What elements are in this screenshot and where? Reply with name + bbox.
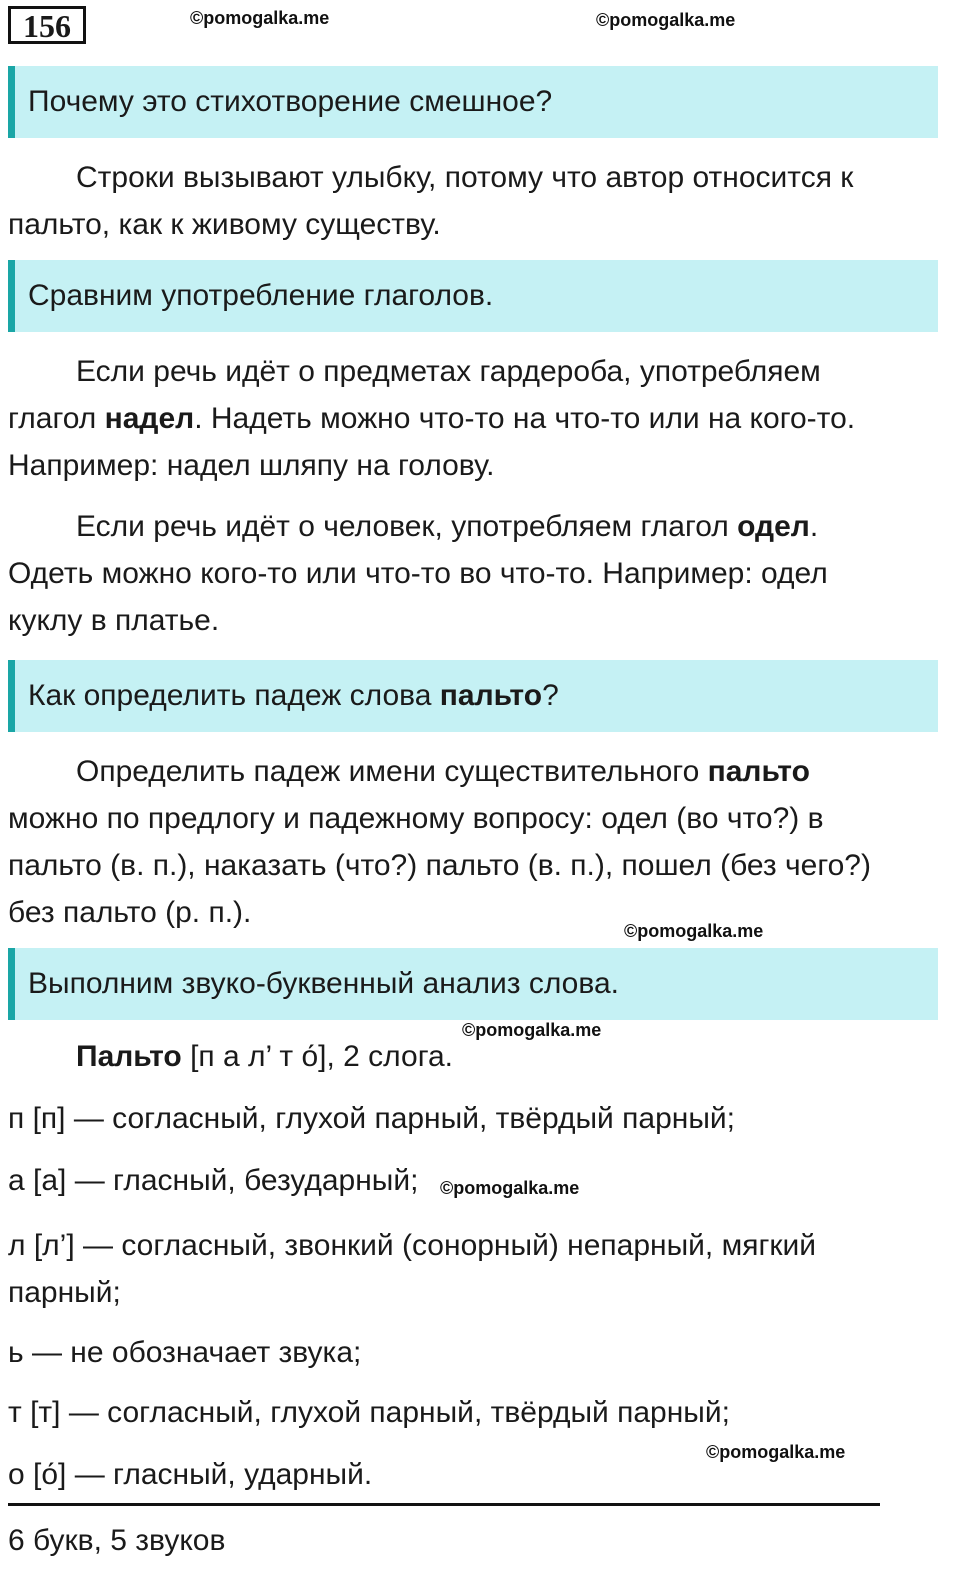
question-text: Как определить падеж слова пальто? — [28, 679, 559, 712]
answer-paragraph-4: Определить падеж имени существительного пальто можно по предлогу и падежному вопросу: одел (во что?) в пальто (в. п.), наказать (что?) пальто (в. п.), пошел (без чего?) без пальто (р. п.). — [8, 755, 871, 929]
question-text: Почему это стихотворение смешное? — [28, 85, 553, 118]
word-transcription: Пальто [п а л’ т о́], 2 слога. — [76, 1040, 454, 1073]
bold-term: пальто — [439, 679, 543, 712]
question-heading-4 — [8, 948, 938, 1020]
bold-term: надел — [104, 402, 195, 435]
watermark: ©pomogalka.me — [462, 1020, 602, 1040]
bold-term: пальто — [707, 755, 810, 788]
page-number: 156 — [8, 6, 86, 44]
analysis-line: п [п] — согласный, глухой парный, твёрдый парный; — [8, 1102, 735, 1135]
analysis-line: а [а] — гласный, безударный; — [8, 1164, 419, 1197]
answer-paragraph-1: Строки вызывают улыбку, потому что автор относится к пальто, как к живому существу. — [8, 161, 854, 241]
answer-paragraph-3: Если речь идёт о человек, употребляем глагол одел. Одеть можно кого-то или что-то во что-то. Например: одел куклу в платье. — [8, 510, 828, 637]
analyzed-word: Пальто — [76, 1040, 182, 1073]
analysis-line: о [о́] — гласный, ударный. — [8, 1458, 373, 1491]
watermark: ©pomogalka.me — [440, 1178, 580, 1198]
bold-term: одел — [737, 510, 810, 543]
watermark: ©pomogalka.me — [706, 1442, 846, 1462]
question-heading-1 — [8, 66, 938, 138]
analysis-line: ь — не обозначает звука; — [8, 1336, 362, 1369]
analysis-line: л [л’] — согласный, звонкий (сонорный) непарный, мягкий парный; — [8, 1229, 817, 1309]
watermark: ©pomogalka.me — [596, 10, 736, 30]
watermark: ©pomogalka.me — [624, 921, 764, 941]
watermark: ©pomogalka.me — [190, 8, 330, 28]
question-text: Сравним употребление глаголов. — [28, 279, 494, 312]
divider — [8, 1503, 880, 1506]
analysis-line: т [т] — согласный, глухой парный, твёрдый парный; — [8, 1396, 730, 1429]
question-heading-3 — [8, 660, 938, 732]
answer-paragraph-2: Если речь идёт о предметах гардероба, употребляем глагол надел. Надеть можно что-то на что-то или на кого-то. Например: надел шляпу на голову. — [8, 355, 856, 482]
question-text: Выполним звуко-буквенный анализ слова. — [28, 967, 619, 1000]
question-heading-2 — [8, 260, 938, 332]
summary: 6 букв, 5 звуков — [8, 1524, 226, 1557]
